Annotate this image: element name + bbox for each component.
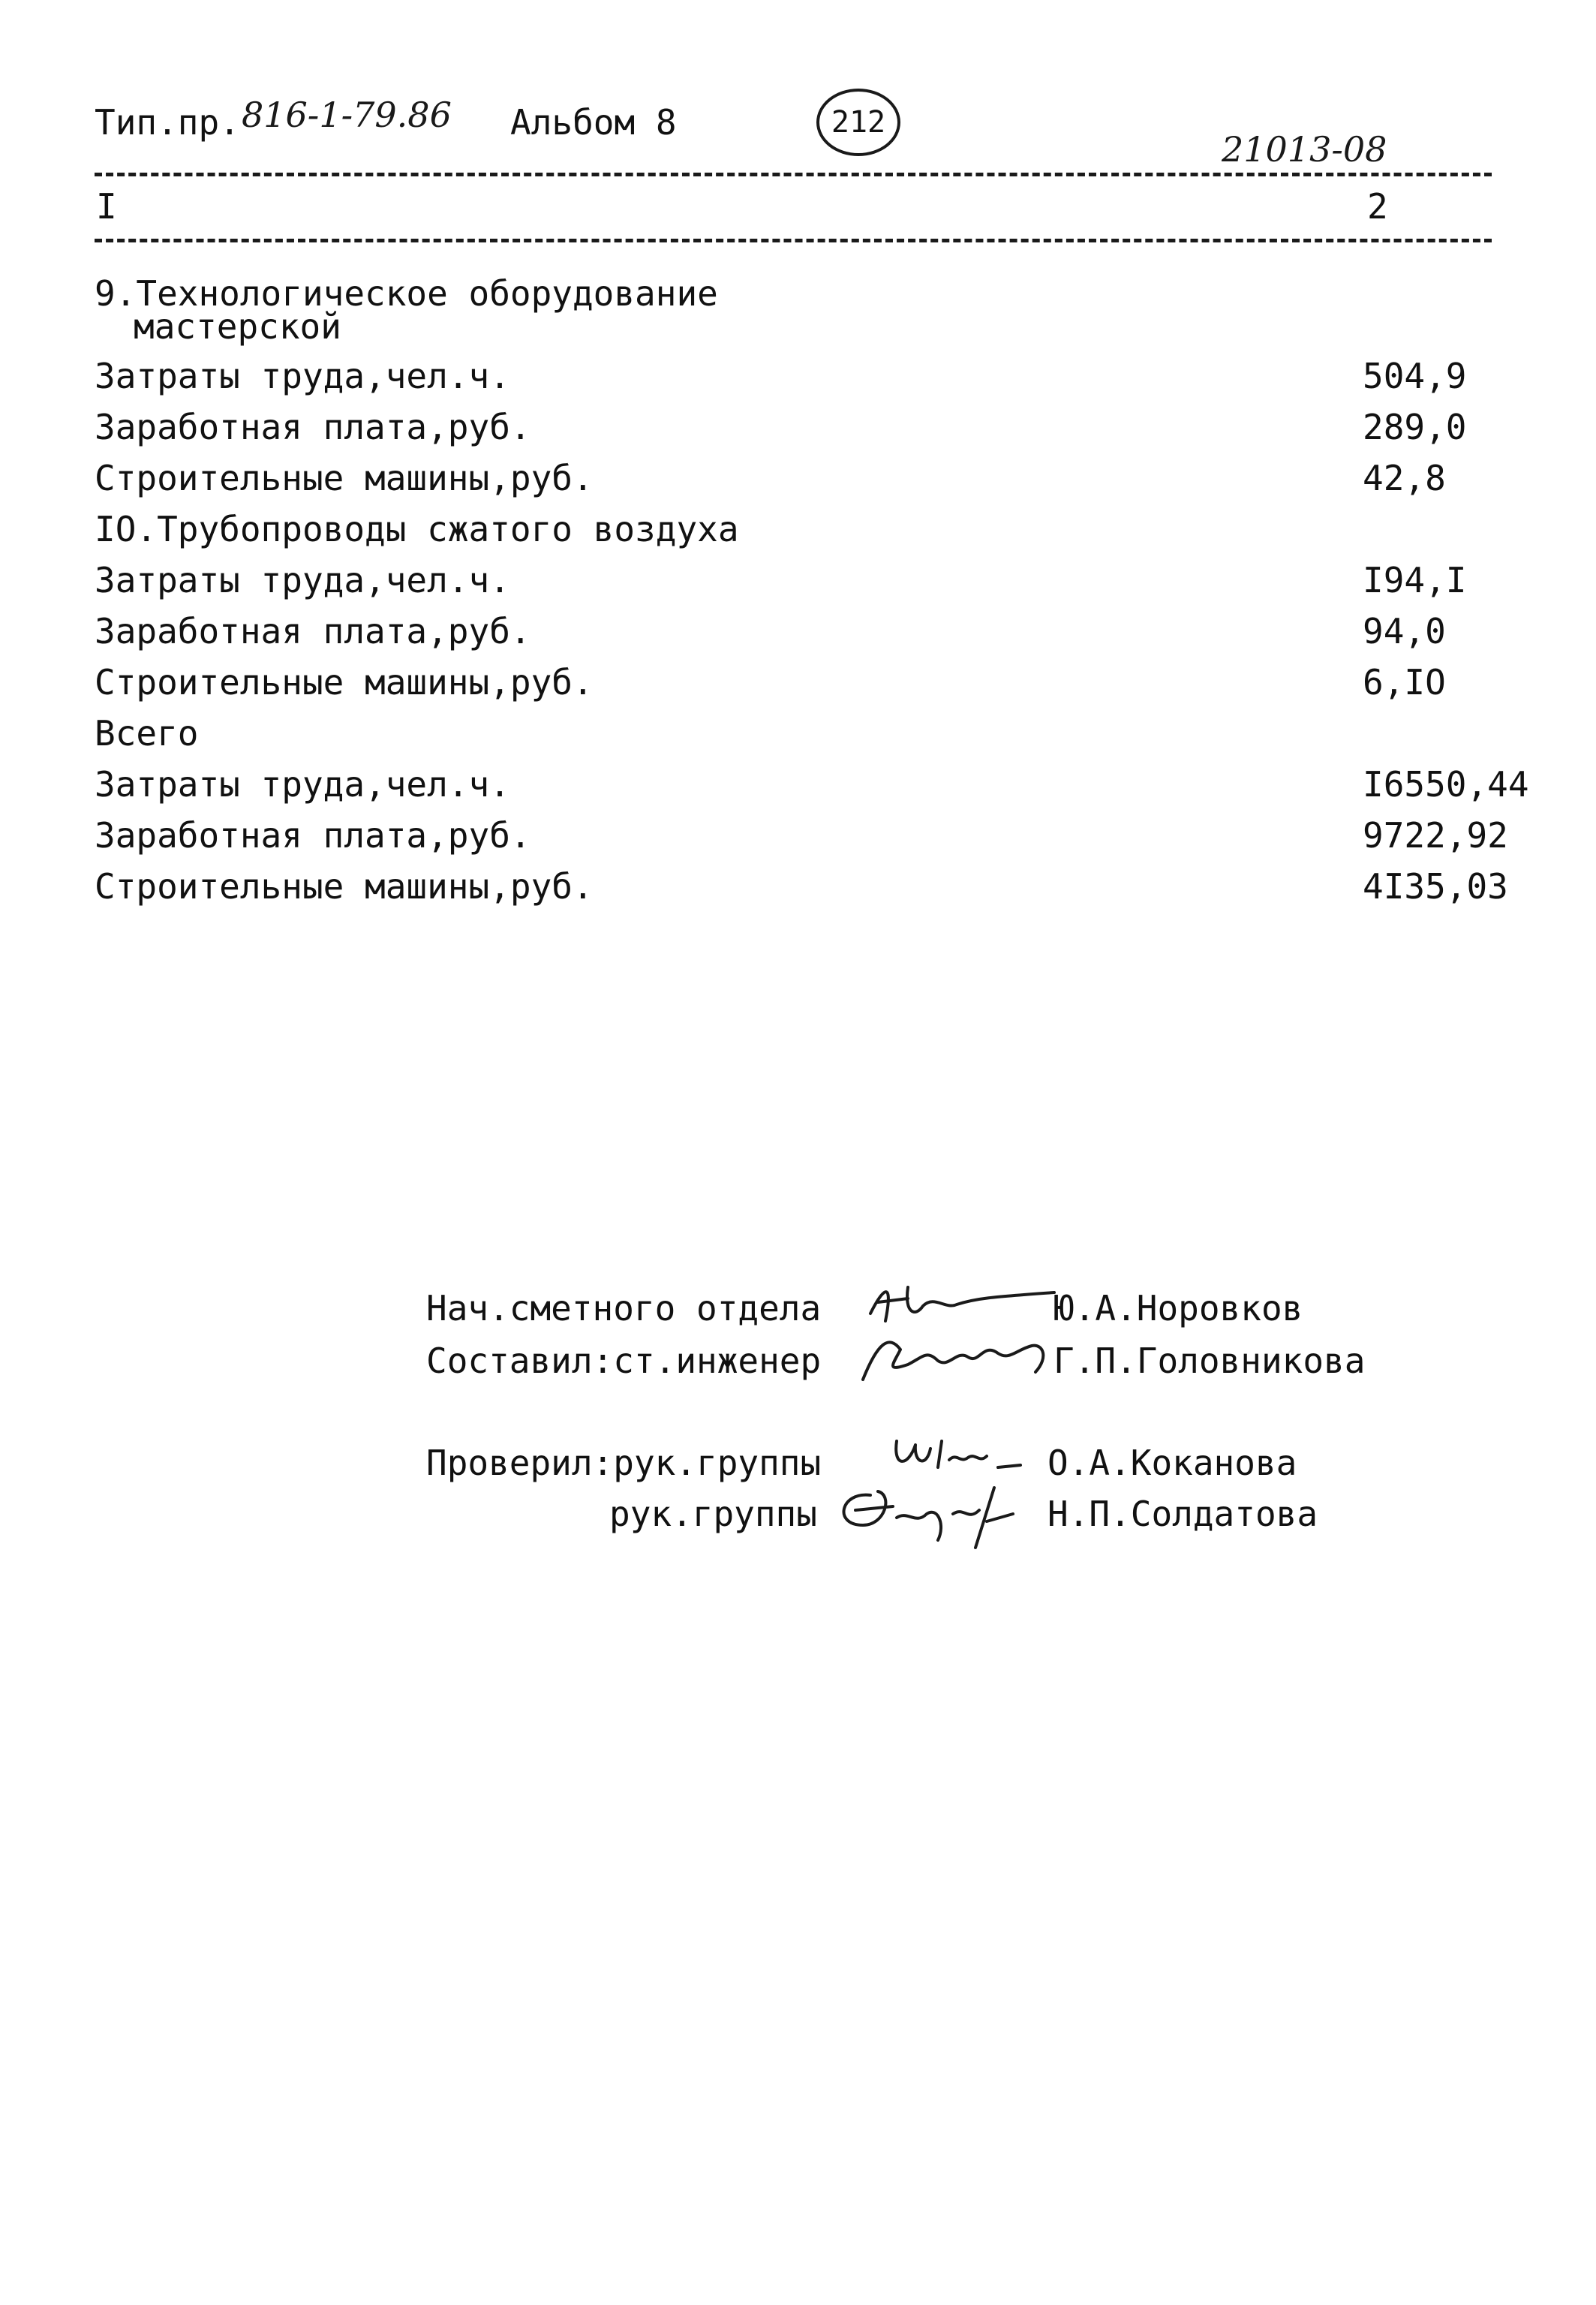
- signature-role: Нач.сметного отдела: [426, 1288, 822, 1329]
- signature-name: О.А.Коканова: [1047, 1443, 1297, 1483]
- signature-role: Проверил:рук.группы: [426, 1443, 822, 1483]
- header-divider-bottom: [95, 239, 1492, 242]
- row-value: 94,0: [1363, 611, 1446, 651]
- signature-role: Составил:ст.инженер: [426, 1341, 822, 1381]
- signature-name: Ю.А.Норовков: [1053, 1288, 1303, 1329]
- handwritten-signature-icon: [855, 1327, 1058, 1387]
- signature-role: рук.группы: [609, 1494, 817, 1534]
- row-value: 4I35,03: [1363, 866, 1508, 907]
- row-value: I6550,44: [1363, 764, 1529, 805]
- project-code: 816-1-79.86: [242, 95, 452, 135]
- section-title: 9.Технологическое оборудование: [95, 273, 718, 314]
- header-prefix: Тип.пр.: [95, 102, 240, 143]
- album-label: Альбом 8: [510, 102, 677, 143]
- signature-name: Н.П.Солдатова: [1047, 1494, 1318, 1534]
- doc-number: 21013-08: [1222, 129, 1387, 170]
- section-title: IO.Трубопроводы сжатого воздуха: [95, 509, 739, 549]
- row-label: Затраты труда,чел.ч.: [95, 764, 510, 805]
- row-label: Затраты труда,чел.ч.: [95, 560, 510, 600]
- column-2-header: 2: [1367, 186, 1388, 227]
- row-value: 42,8: [1363, 458, 1446, 498]
- row-value: 9722,92: [1363, 815, 1508, 856]
- row-value: 504,9: [1363, 356, 1467, 396]
- row-label: Заработная плата,руб.: [95, 407, 531, 447]
- row-label: Заработная плата,руб.: [95, 815, 531, 856]
- row-value: 289,0: [1363, 407, 1467, 447]
- row-label: Строительные машины,руб.: [95, 458, 594, 498]
- row-label: Строительные машины,руб.: [95, 662, 594, 703]
- row-label: Строительные машины,руб.: [95, 866, 594, 907]
- column-1-header: I: [96, 186, 117, 227]
- section-title-continued: мастерской: [134, 306, 341, 347]
- row-value: I94,I: [1363, 560, 1467, 600]
- signature-name: Г.П.Головникова: [1053, 1341, 1366, 1381]
- row-label: Затраты труда,чел.ч.: [95, 356, 510, 396]
- header-divider-top: [95, 173, 1492, 176]
- row-label: Заработная плата,руб.: [95, 611, 531, 651]
- row-value: 6,IO: [1363, 662, 1446, 703]
- handwritten-signature-icon: [825, 1473, 1050, 1555]
- totals-title: Всего: [95, 713, 199, 754]
- page-number-stamp: [816, 89, 900, 156]
- page-number: 212: [831, 105, 886, 140]
